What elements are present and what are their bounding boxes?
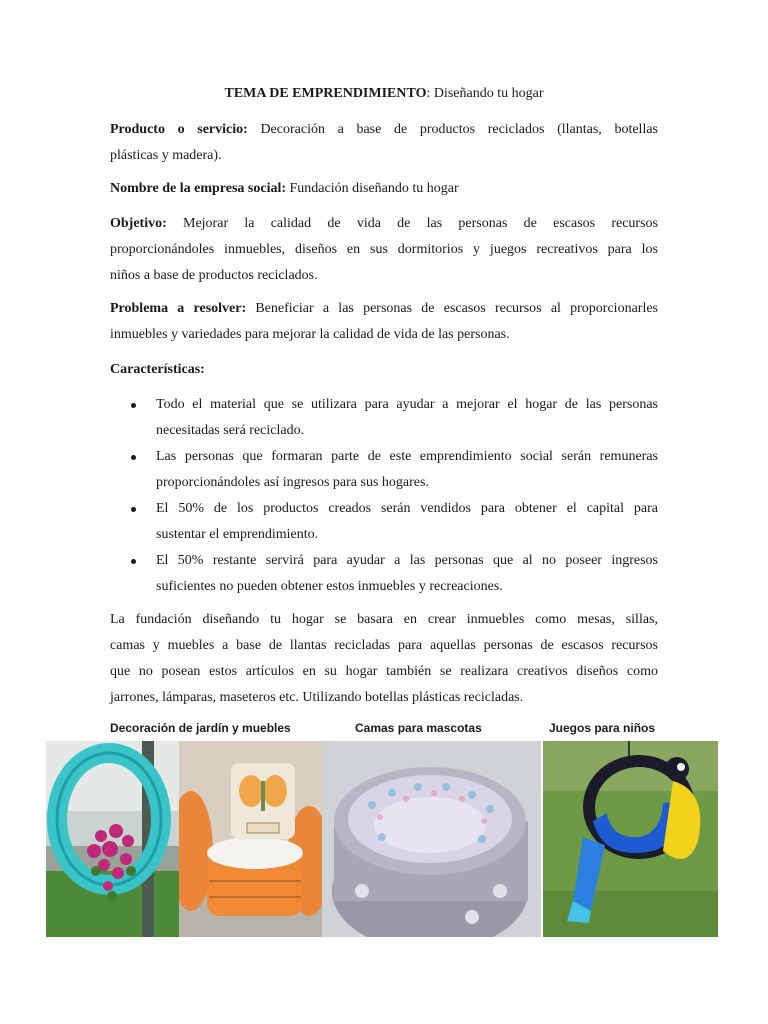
caption-mascotas: Camas para mascotas [355, 721, 482, 735]
caption-jardin: Decoración de jardín y muebles [110, 721, 291, 735]
problema-label: Problema a resolver: [110, 301, 247, 316]
title-rest: : Diseñando tu hogar [426, 86, 544, 101]
document-title [0, 86, 768, 102]
caracteristicas-heading: Características: [110, 362, 205, 377]
objetivo-text-3: niños a base de productos reciclados. [110, 268, 318, 283]
producto-paragraph [110, 117, 658, 169]
producto-label: Producto o servicio: [110, 122, 248, 137]
objetivo-label: Objetivo: [110, 216, 167, 231]
list-item: Las personas que formaran parte de este emprendimiento social serán remuneras proporcionándoles así ingresos para sus hogares. [110, 444, 658, 496]
caracteristicas-list [110, 392, 658, 600]
list-item: Todo el material que se utilizara para ayudar a mejorar el hogar de las personas necesitadas será reciclado. [110, 392, 658, 444]
list-item: El 50% de los productos creados serán vendidos para obtener el capital para sustentar el emprendimiento. [110, 496, 658, 548]
tire-furniture-photo [179, 741, 322, 937]
bullet-icon [131, 559, 136, 564]
list-item: El 50% restante servirá para ayudar a las personas que al no poseer ingresos suficientes no pueden obtener estos inmuebles y recreaciones. [110, 548, 658, 600]
nombre-text: Fundación diseñando tu hogar [286, 181, 459, 196]
problema-paragraph [110, 296, 658, 348]
caption-ninos: Juegos para niños [549, 721, 656, 735]
objetivo-text-2: proporcionándoles inmuebles, diseños en sus dormitorios y juegos recreativos para los [110, 242, 658, 257]
bullet-icon [131, 507, 136, 512]
nombre-label: Nombre de la empresa social: [110, 181, 287, 196]
closing-paragraph: La fundación diseñando tu hogar se basara en crear inmuebles como mesas, sillas, camas y muebles a base de llantas recicladas para aquellas personas de escasos recursos que no posean estos artículos en su hogar también se realizara creativos diseños como jarrones, lámparas, maseteros etc. Utilizando botellas plásticas recicladas. [110, 612, 658, 705]
producto-text-1: Decoración a base de productos reciclados (llantas, botellas [247, 122, 658, 137]
bullet-icon [131, 455, 136, 460]
tire-planter-photo [46, 741, 179, 937]
objetivo-text-1: Mejorar la calidad de vida de las personas de escasos recursos [166, 216, 658, 231]
parrot-swing-photo [543, 741, 718, 937]
bullet-icon [131, 403, 136, 408]
nombre-paragraph [110, 176, 658, 202]
producto-text-2: plásticas y madera). [110, 148, 222, 163]
pet-bed-photo [322, 741, 541, 937]
objetivo-paragraph [110, 211, 658, 289]
title-bold: TEMA DE EMPRENDIMIENTO [224, 86, 427, 101]
problema-text-2: inmuebles y variedades para mejorar la calidad de vida de las personas. [110, 327, 510, 342]
problema-text-1: Beneficiar a las personas de escasos recursos al proporcionarles [246, 301, 659, 316]
